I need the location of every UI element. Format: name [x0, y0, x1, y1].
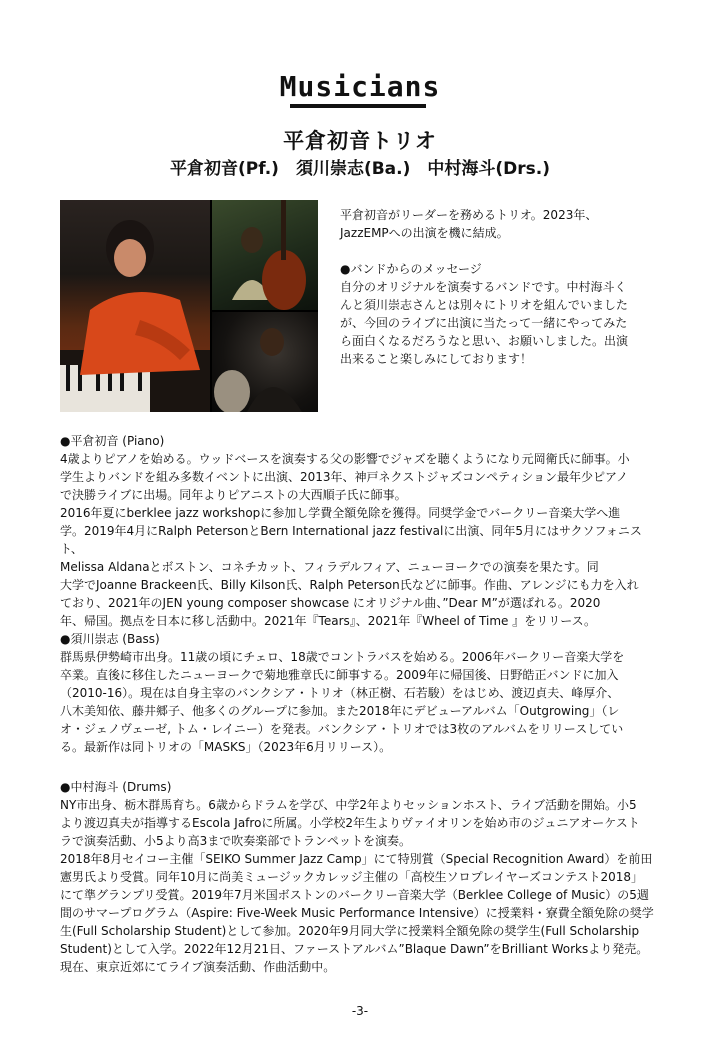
- bio-text: 憲男氏より受賞。同年10月に尚美ミュージックカレッジ主催の「高校生ソロプレイヤーズコンテスト2018」: [60, 870, 644, 884]
- trio-introduction: [340, 206, 660, 368]
- intro-text: 平倉初音がリーダーを務めるトリオ。2023年、: [340, 208, 598, 222]
- bio-text: 卒業。直後に移住したニューヨークで菊地雅章氏に師事する。2009年に帰国後、日野皓正バンドに加入: [60, 668, 619, 682]
- drums-bio: [60, 778, 660, 976]
- bio-text: ラで演奏活動、小5より高3まで吹奏楽部でトランペットを演奏。: [60, 834, 412, 848]
- message-heading: ●バンドからのメッセージ: [340, 262, 482, 276]
- title-underline: [290, 104, 426, 108]
- band-members: 平倉初音(Pf.) 須川崇志(Ba.) 中村海斗(Drs.): [170, 159, 550, 179]
- bio-text: 2016年夏にberklee jazz workshopに参加し学費全額免除を獲得。同奨学金でバークリー音楽大学へ進: [60, 506, 621, 520]
- bio-heading: ●平倉初音 (Piano): [60, 434, 165, 448]
- band-name: 平倉初音トリオ: [283, 129, 437, 153]
- bio-text: NY市出身、栃木群馬育ち。6歳からドラムを学び、中学2年よりセッションホスト、ライブ活動を開始。小5: [60, 798, 637, 812]
- bio-text: 学生よりバンドを組み多数イベントに出演、2013年、神戸ネクストジャズコンペティション最年少ピアノ: [60, 470, 629, 484]
- bio-text: 大学でJoanne Brackeen氏、Billy Kilson氏、Ralph Peterson氏などに師事。作曲、アレンジにも力を入れ: [60, 578, 639, 592]
- bio-text: にて準グランプリ受賞。2019年7月米国ボストンのバークリー音楽大学（Berklee College of Music）の5週: [60, 888, 649, 902]
- bio-text: 生(Full Scholarship Student)として参加。2020年9月同大学に授業料全額免除の奨学生(Full Scholarship: [60, 924, 640, 938]
- bio-text: Melissa Aldanaとボストン、コネチカット、フィラデルフィア、ニューヨークでの演奏を果たす。同: [60, 560, 599, 574]
- piano-bio: [60, 432, 660, 630]
- bio-text: 2018年8月セイコー主催「SEIKO Summer Jazz Camp」にて特別賞（Special Recognition Award）を前田: [60, 852, 653, 866]
- bio-text: より渡辺真夫が指導するEscola Jafroに所属。小学校2年生よりヴァイオリンを始め市のジュニアオーケスト: [60, 816, 640, 830]
- bio-text: 年、帰国。拠点を日本に移し活動中。2021年『Tears』、2021年『Wheel of Time 』をリリース。: [60, 614, 597, 628]
- bio-text: （2010-16）。現在は自身主宰のバンクシア・トリオ（林正樹、石若駿）をはじめ、渡辺貞夫、峰厚介、: [60, 686, 620, 700]
- bio-text: 八木美知依、藤井郷子、他多くのグループに参加。また2018年にデビューアルバム「Outgrowing」（レ: [60, 704, 620, 718]
- message-text: が、今回のライブに出演に当たって一緒にやってみた: [340, 316, 628, 330]
- intro-text: JazzEMPへの出演を機に結成。: [340, 226, 509, 240]
- bio-heading: ●須川崇志 (Bass): [60, 632, 160, 646]
- message-text: んと須川崇志さんとは別々にトリオを組んでいました: [340, 298, 628, 312]
- bio-text: ており、2021年のJEN young composer showcase にオリジナル曲、”Dear M”が選ばれる。2020: [60, 596, 601, 610]
- bio-text: で決勝ライブに出場。同年よりピアニストの大西順子氏に師事。: [60, 488, 407, 502]
- bassist-photo: [212, 200, 318, 310]
- musician-photo-collage: [60, 200, 318, 412]
- message-text: ら面白くなるだろうなと思い、お願いしました。出演: [340, 334, 629, 348]
- bio-text: Student)として入学。2022年12月21日、ファーストアルバム”Blaque Dawn”をBrilliant Worksより発売。: [60, 942, 649, 956]
- bass-bio: [60, 630, 660, 756]
- bio-text: 間のサマープログラム（Aspire: Five-Week Music Performance Intensive）に授業料・寮費全額免除の奨学: [60, 906, 654, 920]
- page-number: -3-: [351, 1004, 369, 1018]
- bio-text: る。最新作は同トリオの「MASKS」（2023年6月リリース）。: [60, 740, 392, 754]
- page-title: Musicians: [279, 70, 441, 103]
- bio-text: 学。2019年4月にRalph PetersonとBern International jazz festivalに出演、同年5月にはサクソフォニスト、: [60, 524, 642, 556]
- bio-text: 群馬県伊勢崎市出身。11歳の頃にチェロ、18歳でコントラバスを始める。2006年バークリー音楽大学を: [60, 650, 625, 664]
- bio-text: オ・ジェノヴェーゼ, トム・レイニー）を発表。バンクシア・トリオでは3枚のアルバムをリリースしてい: [60, 722, 624, 736]
- message-text: 自分のオリジナルを演奏するバンドです。中村海斗く: [340, 280, 627, 294]
- bio-heading: ●中村海斗 (Drums): [60, 780, 172, 794]
- bio-text: 4歳よりピアノを始める。ウッドベースを演奏する父の影響でジャズを聴くようになり元岡衛氏に師事。小: [60, 452, 630, 466]
- drummer-photo: [212, 312, 318, 412]
- pianist-photo: [60, 200, 210, 412]
- message-text: 出来ること楽しみにしております！: [340, 352, 533, 366]
- bio-text: 現在、東京近郊にてライブ演奏活動、作曲活動中。: [60, 960, 336, 974]
